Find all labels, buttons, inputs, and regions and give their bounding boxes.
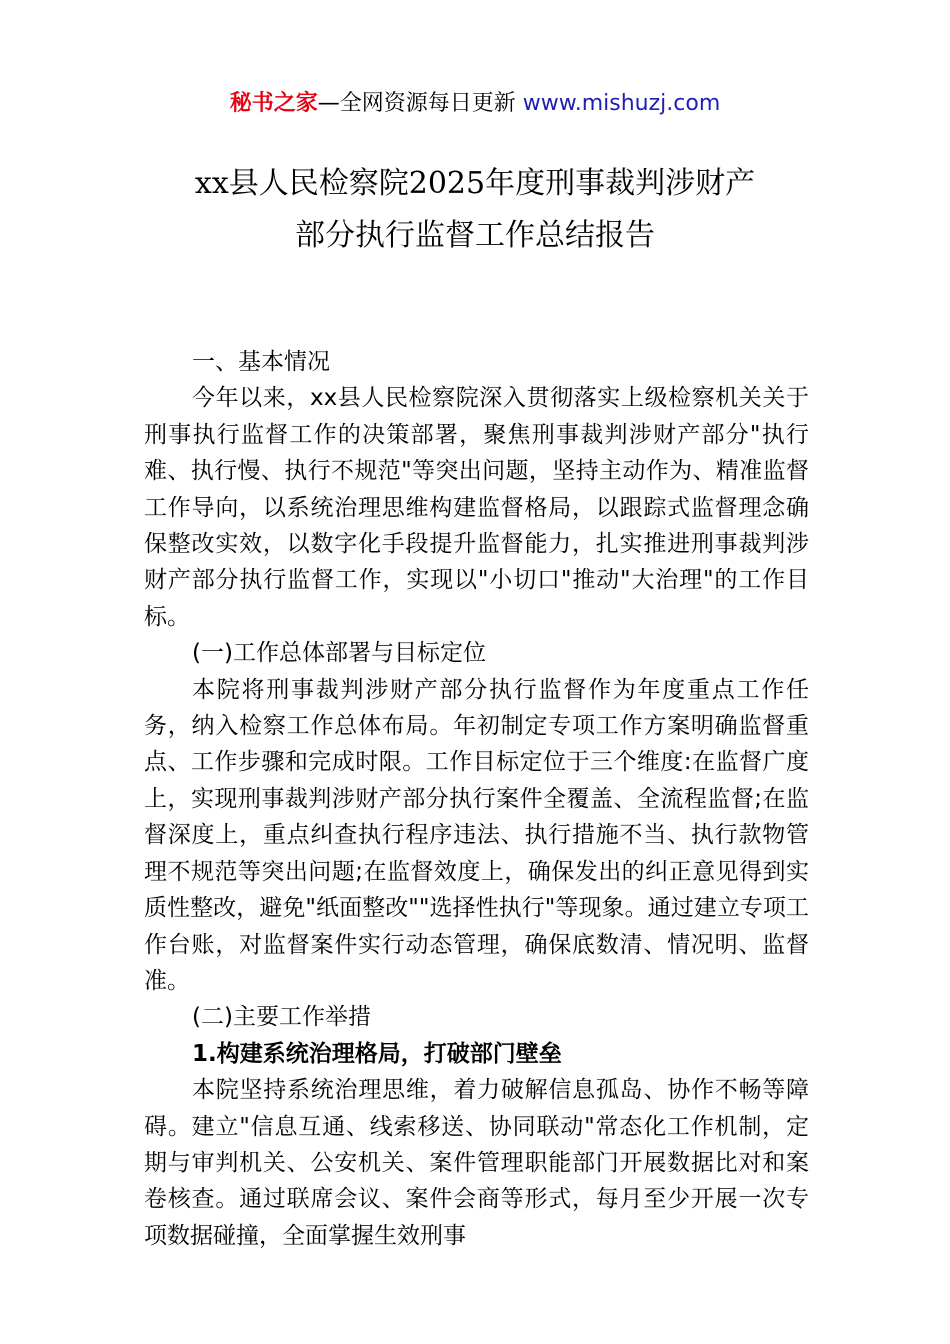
site-header [0, 88, 950, 120]
subsection-heading-measures: (二)主要工作举措 [192, 1004, 371, 1031]
site-url-link[interactable]: www.mishuzj.com [522, 91, 721, 116]
site-brand: 秘书之家 [229, 91, 318, 116]
document-title [0, 158, 950, 262]
section-heading-basic-situation: 一、基本情况 [192, 349, 330, 375]
site-slogan: —全网资源每日更新 [317, 91, 523, 116]
paragraph-deployment: 本院将刑事裁判涉财产部分执行监督作为年度重点工作任务，纳入检察工作总体布局。年初制定专项工作方案明确监督重点、工作步骤和完成时限。工作目标定位于三个维度:在监督广度上，实现刑事裁判涉财产部分执行案件全覆盖、全流程监督;在监督深度上，重点纠查执行程序违法、执行措施不当、执行款物管理不规范等突出问题;在监督效度上，确保发出的纠正意见得到实质性整改，避免"纸面整改""选择性执行"等现象。通过建立专项工作台账，对监督案件实行动态管理，确保底数清、情况明、监督准。 [144, 676, 809, 994]
title-line-2: 部分执行监督工作总结报告 [295, 218, 655, 253]
title-line-1: xx县人民检察院2025年度刑事裁判涉财产 [194, 166, 756, 201]
paragraph-overview: 今年以来，xx县人民检察院深入贯彻落实上级检察机关关于刑事执行监督工作的决策部署，聚焦刑事裁判涉财产部分"执行难、执行慢、执行不规范"等突出问题，坚持主动作为、精准监督工作导向，以系统治理思维构建监督格局，以跟踪式监督理念确保整改实效，以数字化手段提升监督能力，扎实推进刑事裁判涉财产部分执行监督工作，实现以"小切口"推动"大治理"的工作目标。 [144, 385, 809, 630]
document-body [144, 344, 809, 1254]
measure-heading-1: 1.构建系统治理格局，打破部门壁垒 [192, 1040, 562, 1067]
subsection-heading-deployment: (一)工作总体部署与目标定位 [192, 640, 486, 667]
paragraph-measure-1: 本院坚持系统治理思维，着力破解信息孤岛、协作不畅等障碍。建立"信息互通、线索移送、协同联动"常态化工作机制，定期与审判机关、公安机关、案件管理职能部门开展数据比对和案卷核查。通过联席会议、案件会商等形式，每月至少开展一次专项数据碰撞，全面掌握生效刑事 [144, 1077, 809, 1249]
